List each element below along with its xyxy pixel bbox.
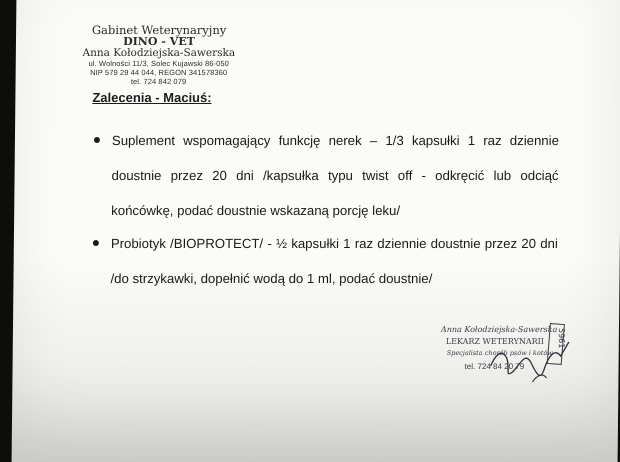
bullet-icon <box>93 240 99 246</box>
signature-mark <box>432 322 573 402</box>
vet-specialty: Specjalista chorób psów i kotów <box>446 349 553 357</box>
recommendations-heading: Zalecenia - Maciuś: <box>92 90 212 105</box>
clinic-address: ul. Wolności 11/3, Solec Kujawski 86-050 <box>88 59 230 68</box>
license-number: 5961 <box>556 328 566 349</box>
clinic-owner: Anna Kołodziejska-Sawerska <box>82 47 236 59</box>
signature-stamp <box>432 322 573 402</box>
clinic-stamp <box>74 24 245 86</box>
recommendation-text: Suplement wspomagający funkcję nerek – 1/3 kapsułki 1 raz dziennie doustnie przez 20 dni /kapsułka typu twist off - odkręcić lub odciąć końcówkę, podać doustnie wskazaną porcję leku/ <box>111 133 560 218</box>
clinic-tax-ids: NIP 579 29 44 044, REGON 341578360 <box>90 68 228 77</box>
vet-title: LEKARZ WETERYNARII <box>445 337 545 346</box>
bullet-icon <box>94 137 100 143</box>
clinic-name: Gabinet Weterynaryjny <box>91 23 227 37</box>
recommendation-item <box>111 123 559 228</box>
clinic-phone: tel. 724 842 079 <box>130 77 187 86</box>
vet-phone: tel. 724 84 20 79 <box>464 362 525 371</box>
vet-name: Anna Kołodziejska-Sawerska <box>440 325 558 334</box>
recommendation-text: Probiotyk /BIOPROTECT/ - ½ kapsułki 1 raz dziennie doustnie przez 20 dni /do strzykawki, dopełnić wodą do 1 ml, podać doustnie/ <box>110 236 558 286</box>
recommendation-item <box>110 226 558 296</box>
clinic-brand: DINO - VET <box>123 35 195 48</box>
signature-flourish <box>532 375 546 382</box>
prescription-sheet <box>12 0 620 462</box>
